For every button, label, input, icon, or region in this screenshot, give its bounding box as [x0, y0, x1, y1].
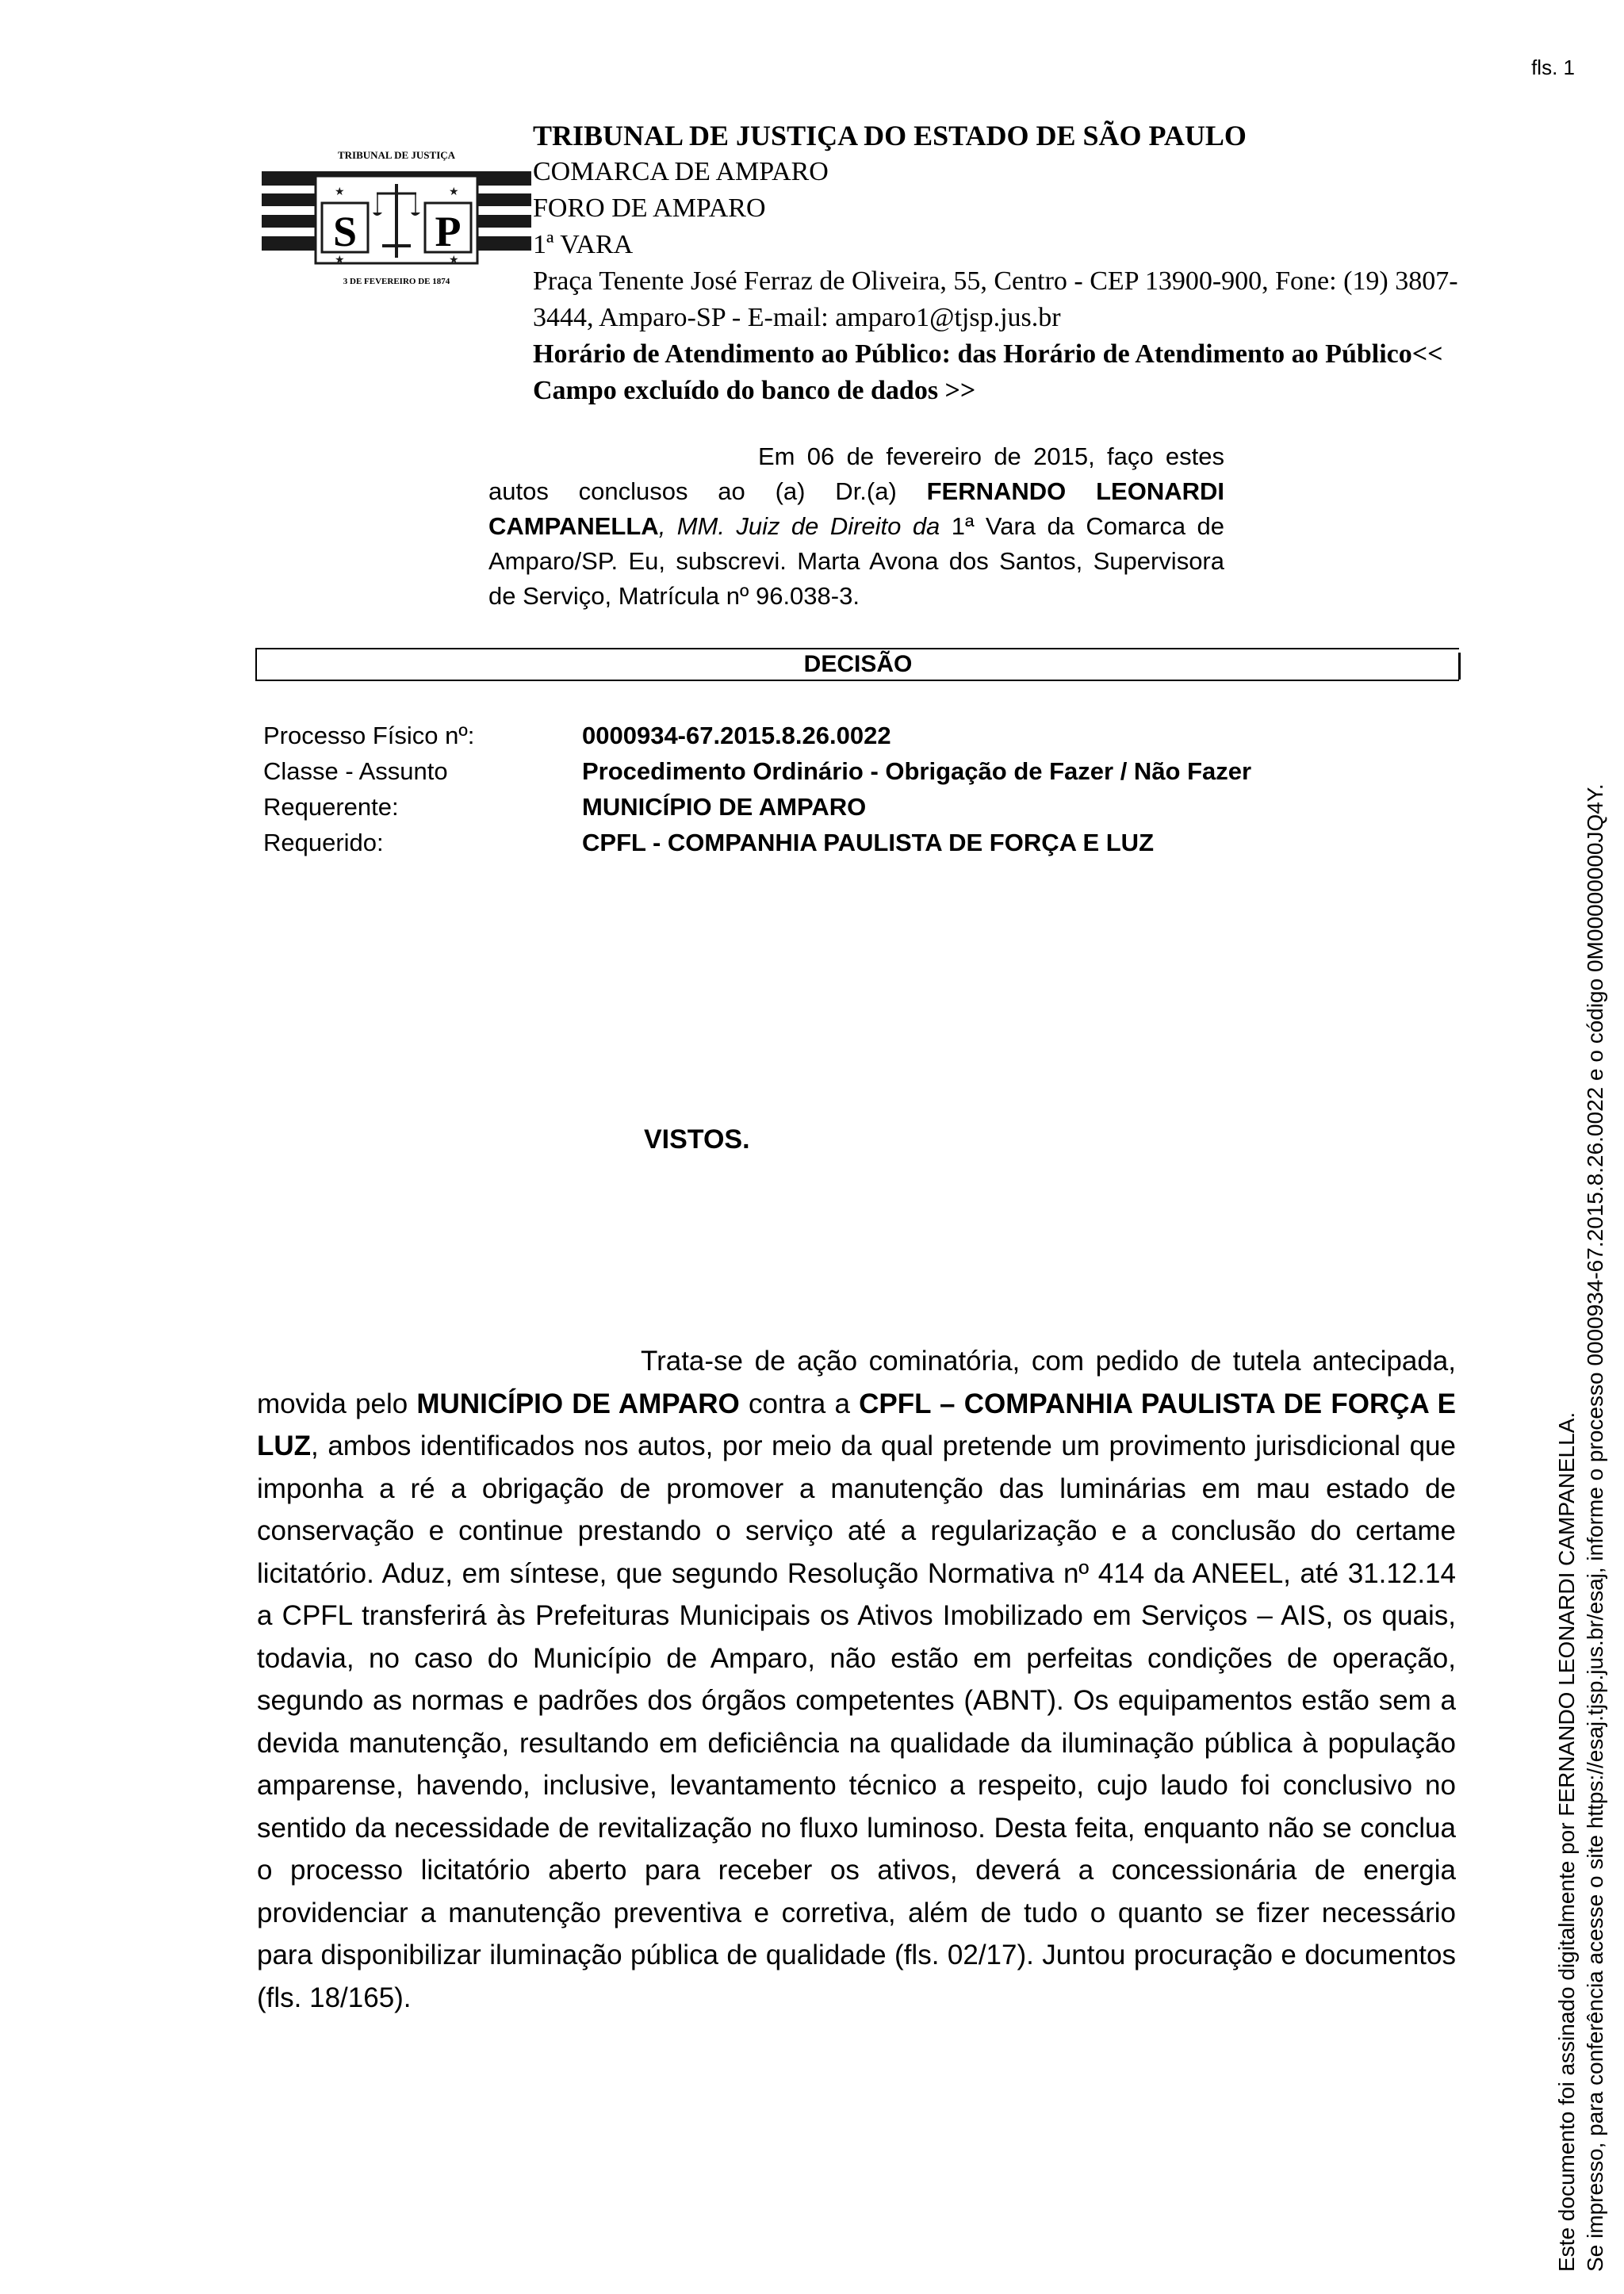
- court-division: 1ª VARA: [533, 230, 634, 259]
- seal-bottom-text: 3 DE FEVEREIRO DE 1874: [343, 277, 450, 286]
- conclusion-text-3: 1ª Vara da Comarca de Amparo/SP. Eu, subscrevi. Marta Avona dos Santos, Supervisora de Serviço, Matrícula nº 96.038-3.: [488, 512, 1224, 610]
- seal-letter-s: S: [332, 208, 358, 255]
- case-row-defendant: [263, 825, 1251, 860]
- svg-text:★: ★: [449, 255, 459, 266]
- body-text-3: , ambos identificados nos autos, por meio da qual pretende um provimento jurisdicional que imponha a ré a obrigação de promover a manutenção das luminárias em mau estado de conservação e continue prestando o serviço até a regularização e a conclusão do certame licitatório. Aduz, em síntese, que segundo Resolução Normativa nº 414 da ANEEL, até 31.12.14 a CPFL transferirá às Prefeituras Municipais os Ativos Imobilizado em Serviços – AIS, os quais, todavia, no caso do Município de Amparo, não estão em perfeitas condições de operação, segundo as normas e padrões dos órgãos competentes (ABNT). Os equipamentos estão sem a devida manutenção, resultando em deficiência na qualidade da iluminação pública à população amparense, havendo, inclusive, levantamento técnico a respeito, cujo laudo foi conclusivo no sentido da necessidade de revitalização no fluxo luminoso. Desta feita, enquanto não se conclua o processo licitatório aberto para receber os ativos, deverá a concessionária de energia providenciar a manutenção preventiva e corretiva, além de tudo o quanto se fizer necessário para disponibilizar iluminação pública de qualidade (fls. 02/17). Juntou procuração e documentos (fls. 18/165).: [257, 1430, 1456, 2013]
- case-value: Procedimento Ordinário - Obrigação de Fazer / Não Fazer: [582, 757, 1252, 785]
- page-number: fls. 1: [1531, 56, 1575, 79]
- case-value: MUNICÍPIO DE AMPARO: [582, 793, 867, 821]
- case-label: Requerente:: [263, 793, 399, 821]
- judge-name: FERNANDO LEONARDI CAMPANELLA: [488, 477, 1224, 540]
- conclusion-paragraph: [488, 439, 1224, 614]
- seal-letter-p: P: [435, 208, 462, 255]
- signature-line-1: Este documento foi assinado digitalmente por FERNANDO LEONARDI CAMPANELLA.: [1554, 1411, 1579, 2272]
- conclusion-text-1: Em 06 de fevereiro de 2015, faço estes autos conclusos ao (a) Dr.(a): [488, 442, 1224, 505]
- forum: FORO DE AMPARO: [533, 193, 766, 223]
- svg-text:★: ★: [335, 255, 345, 266]
- case-value: CPFL - COMPANHIA PAULISTA DE FORÇA E LUZ: [582, 829, 1155, 856]
- conclusion-text-2: , MM. Juiz de Direito da: [658, 512, 952, 540]
- vistos-heading: VISTOS.: [644, 1124, 750, 1155]
- seal-top-text: TRIBUNAL DE JUSTIÇA: [337, 149, 456, 161]
- body-text-2: contra a: [739, 1388, 860, 1419]
- decision-body-paragraph: [257, 1340, 1456, 2019]
- case-label: Processo Físico nº:: [263, 722, 475, 749]
- case-value: 0000934-67.2015.8.26.0022: [582, 722, 891, 749]
- case-label: Classe - Assunto: [263, 757, 448, 785]
- court-seal-logo: [262, 119, 531, 292]
- court-title: TRIBUNAL DE JUSTIÇA DO ESTADO DE SÃO PAULO: [533, 120, 1247, 151]
- case-row-plaintiff: [263, 789, 1251, 825]
- case-label: Requerido:: [263, 829, 384, 856]
- case-row-class: [263, 753, 1251, 789]
- defendant-name: CPFL – COMPANHIA PAULISTA DE FORÇA E LUZ: [257, 1388, 1457, 1461]
- case-details: [263, 718, 1251, 860]
- svg-text:★: ★: [449, 186, 459, 198]
- case-row-process: [263, 718, 1251, 753]
- digital-signature-note: [1553, 131, 1610, 2272]
- letterhead: [533, 117, 1461, 409]
- attendance-hours: Horário de Atendimento ao Público: das Horário de Atendimento ao Público<< Campo excluído do banco de dados >>: [533, 339, 1443, 405]
- section-title: DECISÃO: [255, 648, 1459, 681]
- svg-text:★: ★: [335, 186, 345, 198]
- signature-line-2: Se impresso, para conferência acesse o site https://esaj.tjsp.jus.br/esaj, informe o processo 0000934-67.2015.8.26.0022 e o código 0M00000000JQ4Y.: [1583, 783, 1607, 2272]
- plaintiff-name: MUNICÍPIO DE AMPARO: [416, 1388, 740, 1419]
- body-text-1: Trata-se de ação cominatória, com pedido de tutela antecipada, movida pelo: [257, 1346, 1456, 1419]
- court-address: Praça Tenente José Ferraz de Oliveira, 55, Centro - CEP 13900-900, Fone: (19) 3807-3444, Amparo-SP - E-mail: amparo1@tjsp.jus.br: [533, 266, 1458, 332]
- district: COMARCA DE AMPARO: [533, 157, 829, 186]
